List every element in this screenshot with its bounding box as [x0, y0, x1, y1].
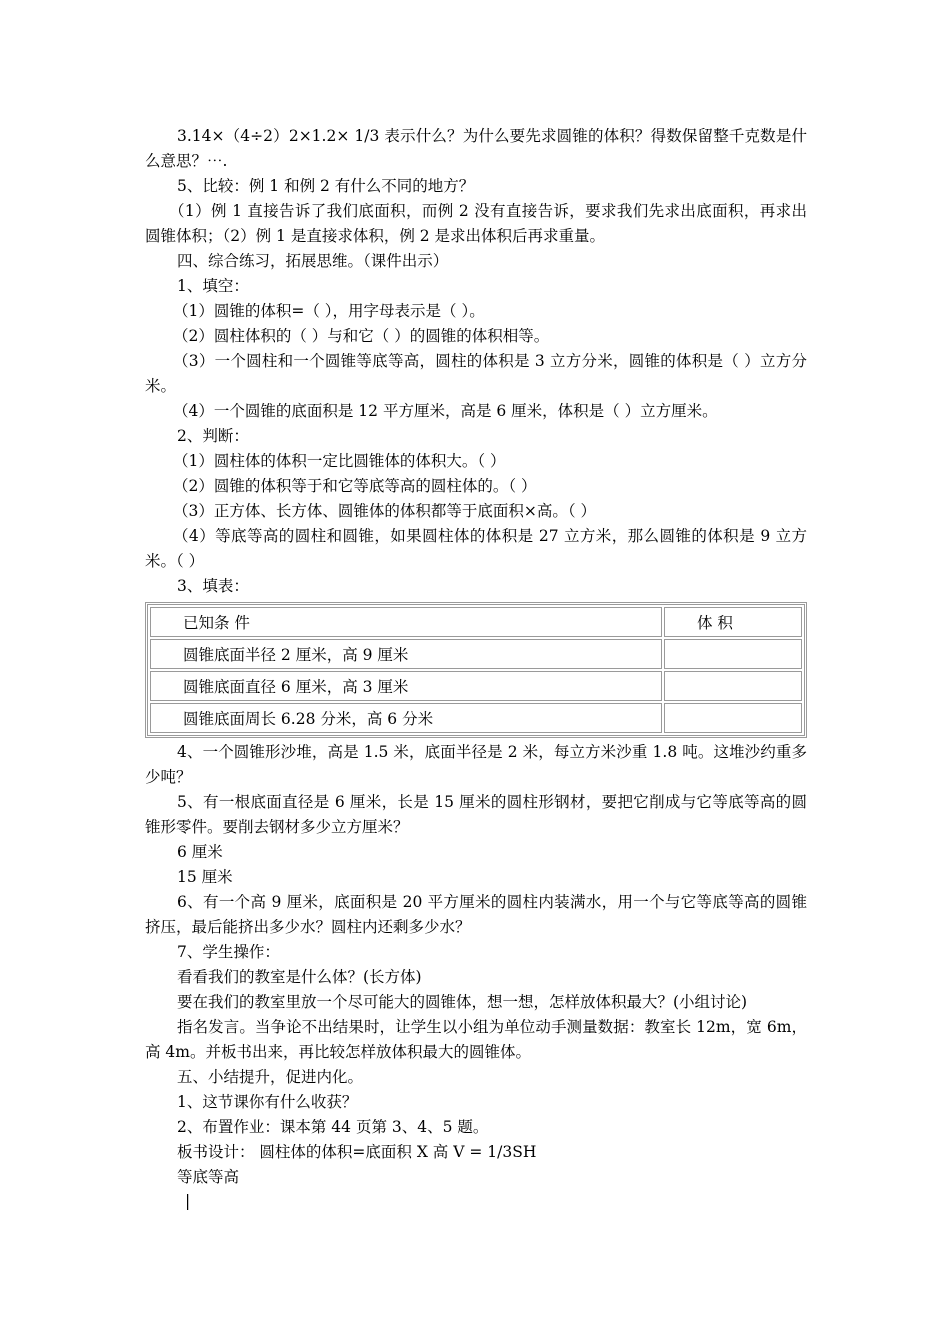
paragraph: 15 厘米: [177, 868, 233, 886]
table-cell: 圆锥底面半径 2 厘米，高 9 厘米: [150, 639, 662, 669]
paragraph: 2、判断：: [177, 427, 249, 445]
paragraph: 1、填空：: [177, 277, 249, 295]
paragraph: （1）圆锥的体积=（ ），用字母表示是（ ）。: [173, 302, 485, 320]
section-heading: 四、综合练习，拓展思维。（课件出示）: [177, 252, 449, 270]
paragraph: 板书设计： 圆柱体的体积=底面积 X 高 V = 1/3SH: [177, 1143, 537, 1161]
paragraph: 等底等高: [177, 1168, 240, 1186]
paragraph: （2）圆柱体积的（ ）与和它（ ）的圆锥的体积相等。: [173, 327, 550, 345]
paragraph: （3）一个圆柱和一个圆锥等底等高，圆柱的体积是 3 立方分米，圆锥的体积是（ ）立方分米。: [145, 352, 807, 395]
paragraph: 4、一个圆锥形沙堆，高是 1.5 米，底面半径是 2 米，每立方米沙重 1.8 吨。这堆沙约重多少吨？: [145, 743, 807, 786]
paragraph: 5、有一根底面直径是 6 厘米，长是 15 厘米的圆柱形钢材，要把它削成与它等底等高的圆锥形零件。要削去钢材多少立方厘米？: [145, 793, 807, 836]
paragraph: 5、比较：例 1 和例 2 有什么不同的地方？: [177, 177, 475, 195]
table-row: [150, 703, 802, 733]
paragraph: 3、填表：: [177, 577, 249, 595]
table-header-cell: 体 积: [664, 607, 802, 637]
paragraph: 指名发言。当争论不出结果时，让学生以小组为单位动手测量数据：教室长 12m，宽 6m，高 4m。并板书出来，再比较怎样放体积最大的圆锥体。: [145, 1018, 807, 1061]
paragraph: （1）例 1 直接告诉了我们底面积，而例 2 没有直接告诉，要求我们先求出底面积，再求出圆锥体积；（2）例 1 是直接求体积，例 2 是求出体积后再求重量。: [145, 202, 807, 245]
paragraph: （3）正方体、长方体、圆锥体的体积都等于底面积×高。（ ）: [173, 502, 597, 520]
paragraph: 1、这节课你有什么收获？: [177, 1093, 358, 1111]
table-cell: [664, 671, 802, 701]
table-row: [150, 671, 802, 701]
table-cell: [664, 639, 802, 669]
section-heading: 五、小结提升，促进内化。: [177, 1068, 364, 1086]
table-row: [150, 639, 802, 669]
table-header-cell: 已知条 件: [150, 607, 662, 637]
paragraph: （2）圆锥的体积等于和它等底等高的圆柱体的。（ ）: [173, 477, 537, 495]
paragraph: （4）一个圆锥的底面积是 12 平方厘米，高是 6 厘米，体积是（ ）立方厘米。: [173, 402, 718, 420]
table-cell: 圆锥底面直径 6 厘米，高 3 厘米: [150, 671, 662, 701]
paragraph: （1）圆柱体的体积一定比圆锥体的体积大。（ ）: [173, 452, 506, 470]
table-cell: [664, 703, 802, 733]
table-header-row: [150, 607, 802, 637]
paragraph: 6 厘米: [177, 843, 223, 861]
fill-table: [145, 602, 807, 738]
paragraph: 7、学生操作：: [177, 943, 280, 961]
document-page: [145, 124, 807, 1212]
vertical-bar: |: [185, 1192, 191, 1210]
paragraph: 要在我们的教室里放一个尽可能大的圆锥体，想一想，怎样放体积最大？(小组讨论): [177, 993, 748, 1011]
paragraph: 看看我们的教室是什么体？(长方体): [177, 968, 422, 986]
paragraph: （4）等底等高的圆柱和圆锥，如果圆柱体的体积是 27 立方米，那么圆锥的体积是 9 立方米。（ ）: [145, 527, 807, 570]
paragraph: 6、有一个高 9 厘米，底面积是 20 平方厘米的圆柱内装满水，用一个与它等底等高的圆锥挤压，最后能挤出多少水？圆柱内还剩多少水？: [145, 893, 807, 936]
paragraph: 2、布置作业：课本第 44 页第 3、4、5 题。: [177, 1118, 489, 1136]
paragraph: 3.14×（4÷2）2×1.2× 1/3 表示什么？为什么要先求圆锥的体积？得数保留整千克数是什么意思？⋯.: [145, 127, 807, 170]
table-cell: 圆锥底面周长 6.28 分米，高 6 分米: [150, 703, 662, 733]
